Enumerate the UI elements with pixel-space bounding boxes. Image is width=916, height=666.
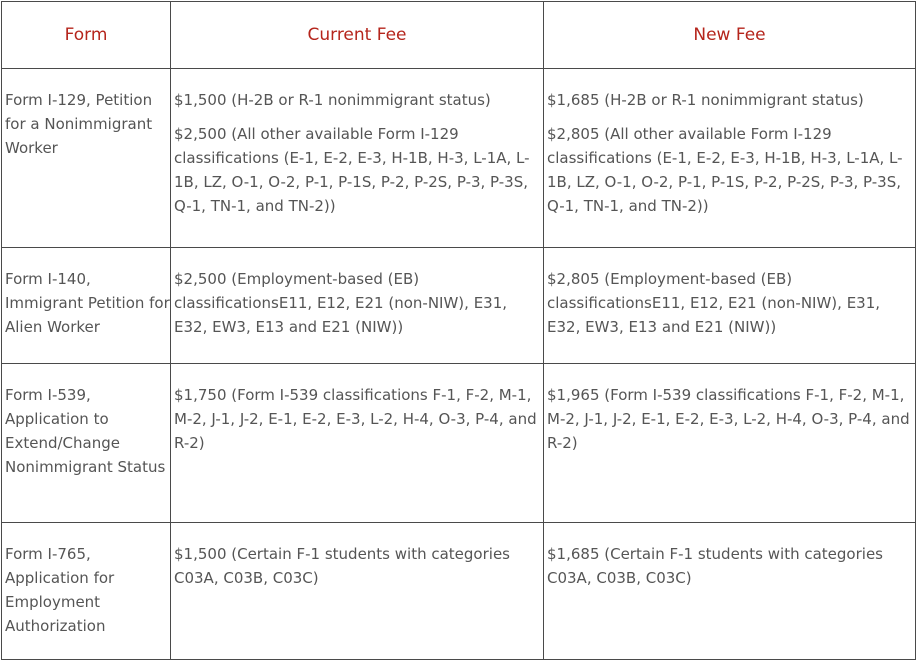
form-cell: Form I-140, Immigrant Petition for Alien Worker	[2, 248, 171, 364]
header-row	[2, 2, 916, 69]
table-row	[2, 523, 916, 660]
table-header	[2, 2, 916, 69]
table-body	[2, 69, 916, 660]
table-row	[2, 364, 916, 523]
fee-line: $1,685 (H-2B or R-1 nonimmigrant status)	[547, 91, 864, 109]
form-cell: Form I-765, Application for Employment Authorization	[2, 523, 171, 660]
header-current-fee: Current Fee	[171, 2, 544, 69]
fee-line: $1,685 (Certain F-1 students with categories C03A, C03B, C03C)	[547, 545, 883, 587]
fee-line: $1,500 (H-2B or R-1 nonimmigrant status)	[174, 91, 491, 109]
fee-comparison-table	[1, 1, 916, 660]
header-form: Form	[2, 2, 171, 69]
current-fee-cell	[171, 69, 544, 248]
table-row	[2, 69, 916, 248]
fee-line: $1,500 (Certain F-1 students with categories C03A, C03B, C03C)	[174, 545, 510, 587]
fee-line: $1,965 (Form I-539 classifications F-1, F-2, M-1, M-2, J-1, J-2, E-1, E-2, E-3, L-2, H-4, O-3, P-4, and R-2)	[547, 386, 910, 452]
current-fee-cell	[171, 523, 544, 660]
new-fee-cell	[544, 523, 916, 660]
fee-line: $2,805 (All other available Form I-129 classifications (E-1, E-2, E-3, H-1B, H-3, L-1A, L-1B, LZ, O-1, O-2, P-1, P-1S, P-2, P-2S, P-3, P-3S, Q-1, TN-1, and TN-2))	[547, 125, 903, 215]
current-fee-cell	[171, 364, 544, 523]
form-cell: Form I-129, Petition for a Nonimmigrant Worker	[2, 69, 171, 248]
header-new-fee: New Fee	[544, 2, 916, 69]
fee-line: $2,500 (All other available Form I-129 classifications (E-1, E-2, E-3, H-1B, H-3, L-1A, L-1B, LZ, O-1, O-2, P-1, P-1S, P-2, P-2S, P-3, P-3S, Q-1, TN-1, and TN-2))	[174, 125, 530, 215]
fee-line: $2,805 (Employment-based (EB) classificationsE11, E12, E21 (non-NIW), E31, E32, EW3, E13 and E21 (NIW))	[547, 270, 881, 336]
fee-line: $2,500 (Employment-based (EB) classificationsE11, E12, E21 (non-NIW), E31, E32, EW3, E13 and E21 (NIW))	[174, 270, 508, 336]
new-fee-cell	[544, 248, 916, 364]
fee-line: $1,750 (Form I-539 classifications F-1, F-2, M-1, M-2, J-1, J-2, E-1, E-2, E-3, L-2, H-4, O-3, P-4, and R-2)	[174, 386, 537, 452]
new-fee-cell	[544, 364, 916, 523]
form-cell: Form I-539, Application to Extend/Change Nonimmigrant Status	[2, 364, 171, 523]
new-fee-cell	[544, 69, 916, 248]
current-fee-cell	[171, 248, 544, 364]
table-row	[2, 248, 916, 364]
